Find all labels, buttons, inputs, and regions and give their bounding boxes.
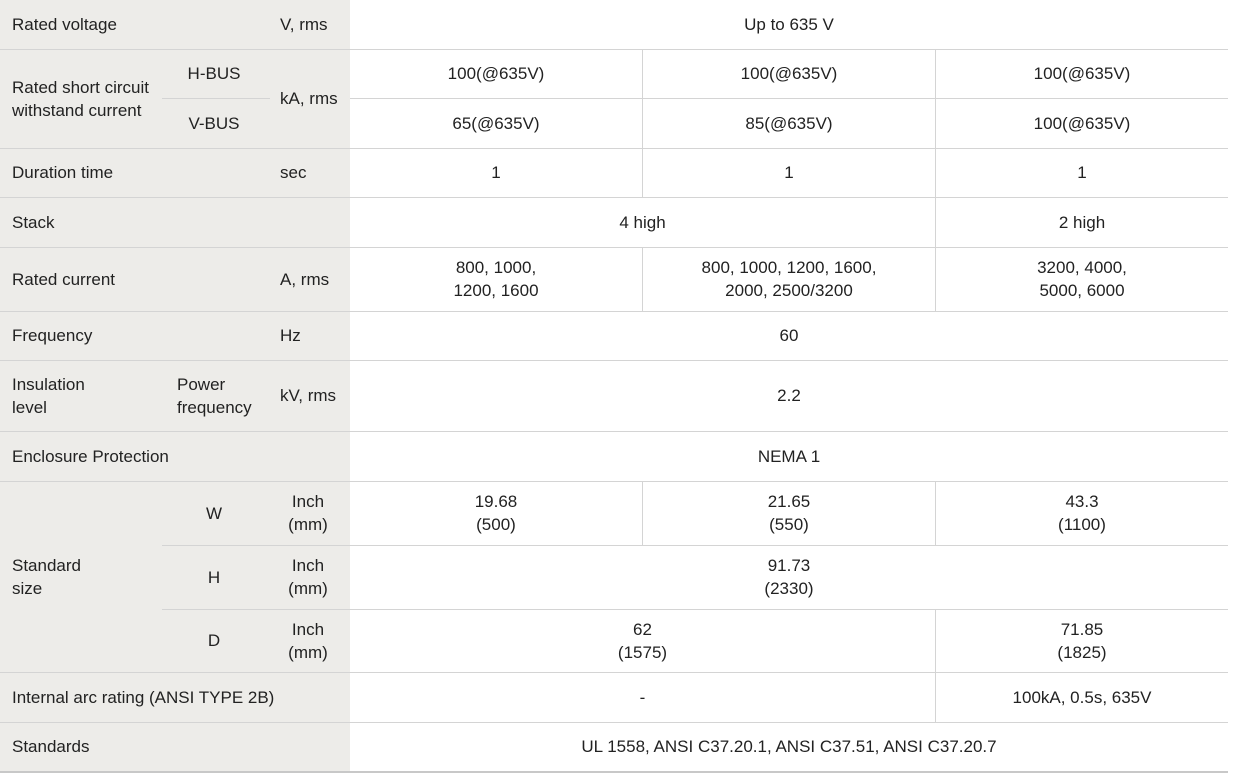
duration-unit: sec [280,163,307,182]
rated-current-value: 800, 1000, 1200, 1600, 2000, 2500/3200 [701,258,877,300]
vbus-value: 100(@635V) [1033,113,1131,133]
size-w-value: 19.68 (500) [474,492,518,534]
short-circuit-unit: kA, rms [280,89,338,108]
standards-label: Standards [12,737,90,756]
rated-voltage-unit: V, rms [280,15,328,34]
size-h-value: 91.73 (2330) [764,556,814,598]
frequency-value: 60 [779,326,799,345]
size-w-value: 21.65 (550) [767,492,811,534]
rated-voltage-value: Up to 635 V [744,15,834,34]
hbus-label: H-BUS [187,64,241,83]
frequency-unit: Hz [280,326,301,345]
enclosure-value: NEMA 1 [757,446,821,466]
size-h-label: H [207,567,221,587]
insulation-sub-label: Power frequency [177,374,252,417]
size-d-unit: Inch (mm) [288,619,328,662]
standards-value: UL 1558, ANSI C37.20.1, ANSI C37.51, ANSI C37.20.7 [581,737,997,756]
hbus-value: 100(@635V) [447,64,545,83]
arc-rating-value: - [639,687,646,707]
size-w-value: 43.3 (1100) [1058,492,1106,534]
insulation-value: 2.2 [777,386,801,405]
hbus-value: 100(@635V) [740,64,838,83]
duration-value: 1 [784,163,794,182]
rated-current-label: Rated current [12,269,115,289]
size-d-label: D [207,631,221,650]
duration-value: 1 [1077,163,1087,182]
standard-size-label: Standard size [12,555,81,598]
vbus-value: 85(@635V) [745,113,833,133]
short-circuit-label: Rated short circuit withstand current [12,77,149,120]
size-w-label: W [205,503,223,523]
rated-voltage-label: Rated voltage [12,15,117,34]
duration-value: 1 [491,163,501,182]
stack-value: 2 high [1058,212,1106,232]
frequency-label: Frequency [12,326,93,345]
insulation-unit: kV, rms [280,386,337,405]
rated-current-value: 3200, 4000, 5000, 6000 [1037,258,1127,300]
vbus-label: V-BUS [188,113,240,133]
size-w-unit: Inch (mm) [288,492,328,534]
duration-label: Duration time [12,163,114,182]
size-d-value: 71.85 (1825) [1057,619,1107,662]
arc-rating-label: Internal arc rating (ANSI TYPE 2B) [12,687,275,707]
size-d-value: 62 (1575) [617,619,668,662]
arc-rating-value: 100kA, 0.5s, 635V [1012,687,1152,707]
rated-current-unit: A, rms [280,269,330,289]
size-h-unit: Inch (mm) [288,556,328,598]
stack-value: 4 high [619,212,666,232]
enclosure-label: Enclosure Protection [12,446,169,466]
insulation-label: Insulation level [12,374,85,417]
hbus-value: 100(@635V) [1033,64,1131,83]
rated-current-value: 800, 1000, 1200, 1600 [453,258,539,300]
stack-label: Stack [12,212,55,232]
vbus-value: 65(@635V) [452,113,540,133]
